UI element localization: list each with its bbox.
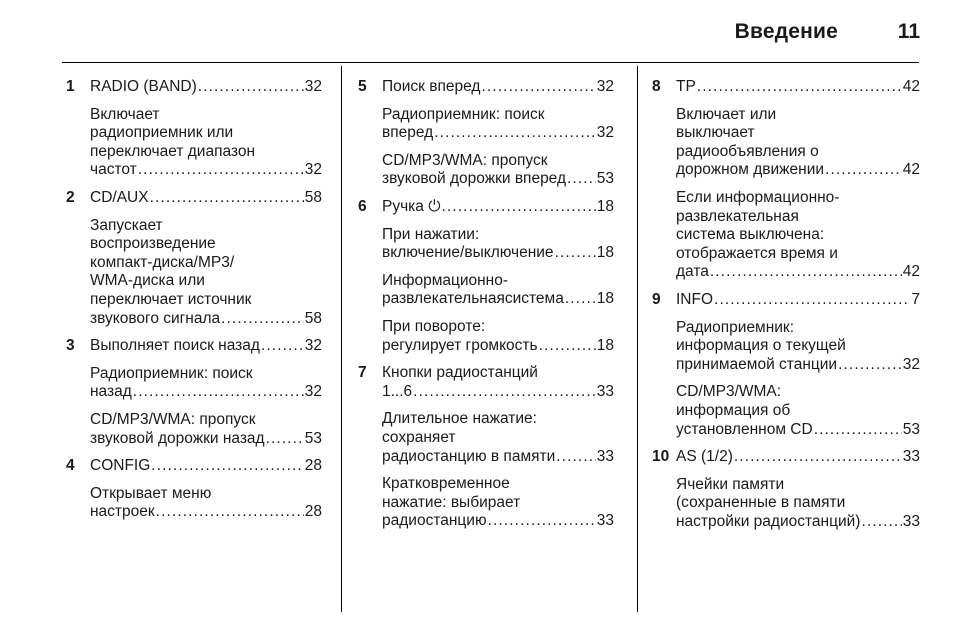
- toc-line: [382, 244, 614, 263]
- toc-line: [382, 512, 614, 531]
- entry-text: Если информационно-: [676, 188, 840, 206]
- toc-line: [90, 310, 322, 329]
- entry-text: радиообъявления о: [676, 142, 819, 160]
- page-reference: 32: [304, 337, 322, 355]
- toc-line: [676, 291, 920, 310]
- entry-text: частот: [90, 161, 137, 179]
- entry-number: 9: [652, 290, 661, 308]
- entry-text: регулирует громкость: [382, 336, 538, 354]
- entry-text: CD/AUX: [90, 188, 149, 206]
- entry-heading: [90, 189, 322, 208]
- page-header: [0, 0, 960, 62]
- entry-text: переключает диапазон: [90, 142, 256, 160]
- entry-heading: [90, 78, 322, 97]
- toc-line: [90, 189, 322, 208]
- entry-text: дорожном движении: [676, 161, 825, 179]
- entry-text: информация об: [676, 401, 791, 419]
- column-divider: [341, 66, 342, 612]
- index-entry: [652, 291, 920, 439]
- entry-text: вперед: [382, 124, 434, 142]
- entry-heading: [676, 448, 920, 467]
- entry-number: 7: [358, 364, 367, 382]
- page-reference: 18: [596, 197, 614, 215]
- entry-text: настройки радиостанций): [676, 512, 861, 530]
- entry-text: RADIO (BAND): [90, 78, 197, 95]
- toc-line: [676, 513, 920, 532]
- dot-leader: [156, 503, 304, 522]
- page-reference: 32: [304, 78, 322, 95]
- index-entry: [66, 189, 322, 328]
- entry-text: Выполняет поиск назад: [90, 337, 260, 355]
- dot-leader: [714, 291, 910, 310]
- entry-text: TP: [676, 78, 696, 95]
- toc-line: [90, 337, 322, 356]
- entry-description: [382, 106, 614, 143]
- entry-text: дата: [676, 263, 709, 281]
- toc-line: [382, 78, 614, 97]
- toc-line: [382, 383, 614, 402]
- page-reference: 28: [304, 503, 322, 521]
- dot-leader: [151, 457, 303, 476]
- column-1: [66, 78, 322, 522]
- entry-text: установленном CD: [676, 420, 813, 438]
- entry-text: Открывает меню: [90, 484, 212, 502]
- entry-text: Кратковременное: [382, 475, 510, 493]
- entry-text: нажатие: выбирает: [382, 493, 521, 511]
- entry-text: CONFIG: [90, 457, 151, 475]
- dot-leader: [734, 448, 902, 467]
- entry-text: Информационно-: [382, 271, 509, 289]
- page-reference: 42: [902, 263, 920, 281]
- entry-text: WMA-диска или: [90, 272, 205, 290]
- entry-text: компакт-диска/MP3/: [90, 253, 235, 271]
- page-reference: 7: [911, 290, 920, 308]
- entry-description: [382, 410, 614, 466]
- entry-text: воспроизведение: [90, 235, 216, 253]
- entry-description: [676, 189, 920, 282]
- entry-text: назад: [90, 383, 132, 401]
- dot-leader: [555, 244, 596, 263]
- page-reference: 53: [596, 170, 614, 188]
- dot-leader: [556, 448, 596, 467]
- entry-heading: [676, 78, 920, 97]
- entry-text: При повороте:: [382, 317, 486, 335]
- entry-description: [382, 152, 614, 189]
- entry-text: Радиоприемник: поиск: [382, 105, 545, 123]
- entry-text: 1...6: [382, 382, 413, 400]
- page-reference: 53: [304, 429, 322, 447]
- entry-text: Ручка ⏻: [382, 197, 441, 215]
- page-reference: 28: [304, 457, 322, 475]
- page-reference: 32: [596, 78, 614, 95]
- column-divider: [637, 66, 638, 612]
- entry-text: звукового сигнала: [90, 309, 221, 327]
- entry-text: INFO: [676, 290, 714, 308]
- entry-description: [382, 272, 614, 309]
- dot-leader: [565, 290, 596, 309]
- index-entry: [358, 364, 614, 531]
- page-reference: 33: [596, 382, 614, 400]
- entry-text: система выключена:: [676, 226, 825, 244]
- page-reference: 18: [596, 290, 614, 308]
- index-entry: [66, 457, 322, 522]
- entry-description: [676, 383, 920, 439]
- entry-text: развлекательнаясистема: [382, 290, 564, 308]
- dot-leader: [861, 513, 901, 532]
- page-reference: 32: [304, 383, 322, 401]
- dot-leader: [150, 189, 304, 208]
- entry-heading: [90, 457, 322, 476]
- entry-text: (сохраненные в памяти: [676, 494, 846, 512]
- entry-text: отображается время и: [676, 244, 838, 262]
- dot-leader: [838, 356, 902, 375]
- dot-leader: [133, 383, 304, 402]
- toc-line: [676, 448, 920, 467]
- entry-heading: [676, 291, 920, 310]
- dot-leader: [825, 161, 902, 180]
- entry-description: [676, 476, 920, 532]
- entry-description: [676, 319, 920, 375]
- toc-line: [676, 421, 920, 440]
- entry-number: 5: [358, 78, 367, 95]
- page-reference: 32: [304, 161, 322, 179]
- entry-number: 1: [66, 78, 75, 95]
- entry-text: радиостанцию в памяти: [382, 447, 556, 465]
- dot-leader: [434, 124, 596, 143]
- entry-text: радиостанцию: [382, 512, 487, 530]
- page-reference: 33: [596, 512, 614, 530]
- entry-description: [382, 318, 614, 355]
- entry-text: Запускает: [90, 216, 163, 234]
- toc-line: [676, 161, 920, 180]
- dot-leader: [539, 337, 596, 356]
- entry-text: CD/MP3/WMA: пропуск: [90, 410, 256, 428]
- entry-text: CD/MP3/WMA: пропуск: [382, 151, 548, 169]
- entry-number: 3: [66, 337, 75, 355]
- entry-text: При нажатии:: [382, 225, 480, 243]
- toc-line: [90, 457, 322, 476]
- dot-leader: [814, 421, 902, 440]
- dot-leader: [138, 161, 304, 180]
- dot-leader: [710, 263, 902, 282]
- entry-text: Включает: [90, 105, 160, 123]
- entry-text: AS (1/2): [676, 448, 733, 466]
- toc-line: [382, 448, 614, 467]
- dot-leader: [221, 310, 304, 329]
- dot-leader: [697, 78, 902, 97]
- page-reference: 32: [902, 355, 920, 373]
- page-reference: 58: [304, 188, 322, 206]
- entry-text: Радиоприемник: поиск: [90, 364, 253, 382]
- toc-line: [90, 503, 322, 522]
- dot-leader: [481, 78, 595, 97]
- dot-leader: [441, 198, 595, 217]
- header-rule: [62, 62, 919, 63]
- entry-description: [90, 217, 322, 329]
- entry-text: звуковой дорожки вперед: [382, 170, 567, 188]
- page-title: Введение: [734, 20, 838, 43]
- dot-leader: [488, 512, 596, 531]
- entry-text: звуковой дорожки назад: [90, 429, 265, 447]
- toc-line: [382, 337, 614, 356]
- page-reference: 33: [902, 448, 920, 466]
- page-reference: 58: [304, 309, 322, 327]
- column-2: [358, 78, 614, 531]
- page-reference: 42: [902, 78, 920, 95]
- toc-line: [676, 356, 920, 375]
- entry-description: [382, 226, 614, 263]
- entry-text: выключает: [676, 124, 755, 142]
- entry-text: Радиоприемник:: [676, 318, 795, 336]
- page-reference: 18: [596, 336, 614, 354]
- entry-text: сохраняет: [382, 428, 456, 446]
- entry-heading: [90, 337, 322, 356]
- toc-line: [90, 430, 322, 449]
- dot-leader: [198, 78, 304, 97]
- entry-text: Длительное нажатие:: [382, 410, 537, 428]
- index-entry: [358, 198, 614, 355]
- entry-text: информация о текущей: [676, 337, 846, 355]
- page-reference: 33: [596, 447, 614, 465]
- toc-line: [382, 170, 614, 189]
- dot-leader: [261, 337, 304, 356]
- entry-text: переключает источник: [90, 290, 252, 308]
- index-entry: [66, 337, 322, 448]
- entry-description: [90, 411, 322, 448]
- entry-text: Включает или: [676, 105, 777, 123]
- index-entry: [652, 78, 920, 282]
- page-reference: 42: [902, 161, 920, 179]
- entry-text: развлекательная: [676, 207, 799, 225]
- toc-line: [90, 78, 322, 97]
- page-reference: 53: [902, 420, 920, 438]
- entry-heading: [382, 198, 614, 217]
- toc-line: [676, 78, 920, 97]
- entry-text: Кнопки радиостанций: [382, 364, 538, 382]
- entry-text: CD/MP3/WMA:: [676, 383, 782, 401]
- entry-description: [90, 106, 322, 180]
- dot-leader: [567, 170, 596, 189]
- entry-text: настроек: [90, 503, 155, 521]
- page-number: 11: [897, 20, 920, 43]
- entry-description: [382, 475, 614, 531]
- index-entry: [66, 78, 322, 180]
- entry-description: [90, 485, 322, 522]
- index-entry: [652, 448, 920, 531]
- toc-line: [382, 124, 614, 143]
- toc-line: [382, 290, 614, 309]
- entry-text: включение/выключение: [382, 244, 554, 262]
- column-3: [652, 78, 920, 531]
- toc-line: [90, 161, 322, 180]
- page-reference: 33: [902, 512, 920, 530]
- entry-description: [676, 106, 920, 180]
- entry-number: 8: [652, 78, 661, 95]
- entry-number: 4: [66, 457, 75, 475]
- entry-number: 10: [652, 448, 670, 466]
- entry-text: радиоприемник или: [90, 124, 234, 142]
- toc-line: [382, 198, 614, 217]
- entry-heading: [382, 364, 614, 401]
- entry-heading: [382, 78, 614, 97]
- page-reference: 18: [596, 244, 614, 262]
- index-entry: [358, 78, 614, 189]
- entry-number: 2: [66, 188, 75, 206]
- toc-line: [676, 263, 920, 282]
- entry-text: Поиск вперед: [382, 78, 481, 95]
- entry-number: 6: [358, 197, 367, 215]
- dot-leader: [266, 430, 304, 449]
- entry-description: [90, 365, 322, 402]
- dot-leader: [413, 383, 596, 402]
- entry-text: Ячейки памяти: [676, 475, 785, 493]
- entry-text: принимаемой станции: [676, 355, 838, 373]
- page-reference: 32: [596, 124, 614, 142]
- toc-line: [90, 383, 322, 402]
